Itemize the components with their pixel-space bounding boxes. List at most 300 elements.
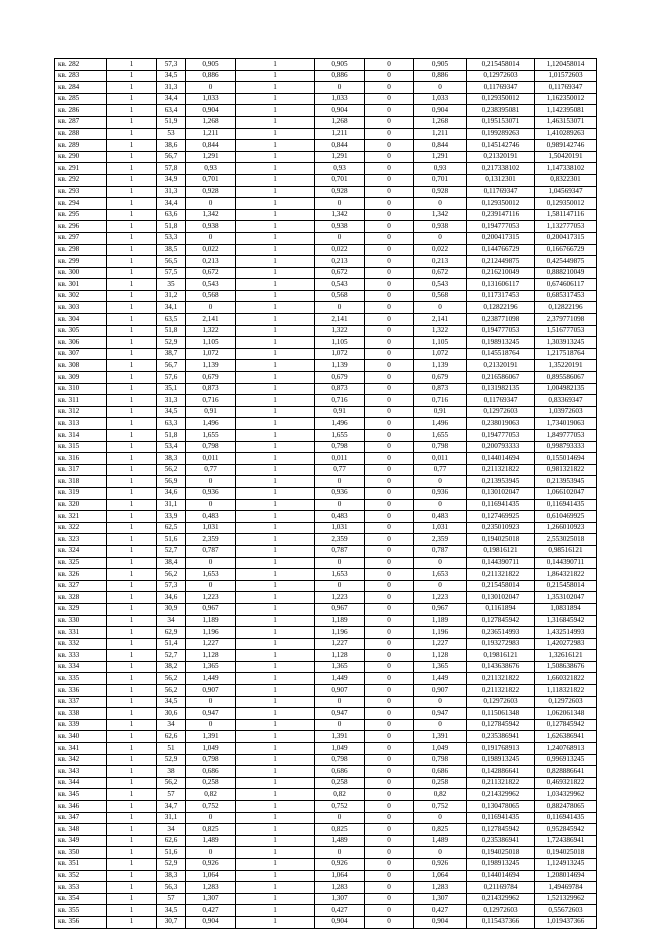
- col6-cell: 0,91: [315, 406, 365, 418]
- col8-cell: 0: [414, 302, 467, 314]
- area-cell: 38: [157, 766, 186, 778]
- col8-cell: 1,049: [414, 743, 467, 755]
- apartment-cell: кв. 299: [55, 256, 107, 268]
- col8-cell: 0,91: [414, 406, 467, 418]
- col7-cell: 0: [365, 905, 414, 917]
- area-cell: 31,3: [157, 82, 186, 94]
- table-row: [55, 372, 597, 384]
- table-row: [55, 592, 597, 604]
- col8-cell: 1,342: [414, 209, 467, 221]
- col4-cell: 1,653: [186, 569, 236, 581]
- col6-cell: 0: [315, 580, 365, 592]
- col8-cell: 1,655: [414, 430, 467, 442]
- col7-cell: 0: [365, 221, 414, 233]
- apartment-cell: кв. 348: [55, 824, 107, 836]
- col2-cell: 1: [107, 673, 157, 685]
- apartment-cell: кв. 332: [55, 638, 107, 650]
- col2-cell: 1: [107, 198, 157, 210]
- col5-cell: 1: [236, 198, 315, 210]
- table-row: [55, 766, 597, 778]
- area-cell: 56,3: [157, 882, 186, 894]
- col9-cell: 0,211321822: [467, 464, 535, 476]
- total-cell: 0,981321822: [535, 464, 597, 476]
- col9-cell: 0,144014694: [467, 870, 535, 882]
- col7-cell: 0: [365, 360, 414, 372]
- area-cell: 57: [157, 789, 186, 801]
- col9-cell: 0,211321822: [467, 569, 535, 581]
- apartment-cell: кв. 307: [55, 348, 107, 360]
- col2-cell: 1: [107, 592, 157, 604]
- col5-cell: 1: [236, 256, 315, 268]
- col7-cell: 0: [365, 441, 414, 453]
- table-row: [55, 186, 597, 198]
- total-cell: 1,03972603: [535, 406, 597, 418]
- table-row: [55, 256, 597, 268]
- col8-cell: 1,489: [414, 835, 467, 847]
- apartment-cell: кв. 301: [55, 279, 107, 291]
- col6-cell: 0,907: [315, 685, 365, 697]
- col9-cell: 0,198913245: [467, 858, 535, 870]
- apartment-cell: кв. 298: [55, 244, 107, 256]
- total-cell: 0,213953945: [535, 476, 597, 488]
- col6-cell: 0: [315, 476, 365, 488]
- col8-cell: 0,672: [414, 267, 467, 279]
- table-row: [55, 789, 597, 801]
- col9-cell: 0,12972603: [467, 70, 535, 82]
- total-cell: 0,144390711: [535, 557, 597, 569]
- table-row: [55, 70, 597, 82]
- col5-cell: 1: [236, 406, 315, 418]
- col4-cell: 0,938: [186, 221, 236, 233]
- col7-cell: 0: [365, 116, 414, 128]
- total-cell: 0,155014694: [535, 453, 597, 465]
- col7-cell: 0: [365, 708, 414, 720]
- apartment-cell: кв. 295: [55, 209, 107, 221]
- col8-cell: 1,653: [414, 569, 467, 581]
- col8-cell: 0,926: [414, 858, 467, 870]
- apartment-cell: кв. 325: [55, 557, 107, 569]
- col8-cell: 0: [414, 82, 467, 94]
- area-cell: 51,9: [157, 116, 186, 128]
- col2-cell: 1: [107, 499, 157, 511]
- apartment-cell: кв. 306: [55, 337, 107, 349]
- col2-cell: 1: [107, 209, 157, 221]
- total-cell: 0,989142746: [535, 140, 597, 152]
- col7-cell: 0: [365, 592, 414, 604]
- table-row: [55, 59, 597, 71]
- col7-cell: 0: [365, 209, 414, 221]
- col4-cell: 0,873: [186, 383, 236, 395]
- total-cell: 1,034329962: [535, 789, 597, 801]
- col6-cell: 1,033: [315, 93, 365, 105]
- total-cell: 0,166766729: [535, 244, 597, 256]
- col2-cell: 1: [107, 279, 157, 291]
- col8-cell: 0,798: [414, 754, 467, 766]
- col7-cell: 0: [365, 464, 414, 476]
- table-row: [55, 731, 597, 743]
- col5-cell: 1: [236, 812, 315, 824]
- col7-cell: 0: [365, 685, 414, 697]
- col8-cell: 0,787: [414, 545, 467, 557]
- col4-cell: 0,967: [186, 603, 236, 615]
- col7-cell: 0: [365, 348, 414, 360]
- col9-cell: 0,217338102: [467, 163, 535, 175]
- total-cell: 0,888210049: [535, 267, 597, 279]
- col8-cell: 1,496: [414, 418, 467, 430]
- col2-cell: 1: [107, 789, 157, 801]
- col5-cell: 1: [236, 882, 315, 894]
- col5-cell: 1: [236, 847, 315, 859]
- table-body: [55, 59, 597, 929]
- apartment-cell: кв. 321: [55, 511, 107, 523]
- total-cell: 0,116941435: [535, 499, 597, 511]
- table-row: [55, 453, 597, 465]
- area-cell: 51,8: [157, 221, 186, 233]
- total-cell: 1,303913245: [535, 337, 597, 349]
- col9-cell: 0,11769347: [467, 186, 535, 198]
- col8-cell: 1,189: [414, 615, 467, 627]
- col8-cell: 1,128: [414, 650, 467, 662]
- table-row: [55, 522, 597, 534]
- apartment-cell: кв. 294: [55, 198, 107, 210]
- col6-cell: 0,686: [315, 766, 365, 778]
- col2-cell: 1: [107, 464, 157, 476]
- apartment-cell: кв. 343: [55, 766, 107, 778]
- col2-cell: 1: [107, 603, 157, 615]
- apartment-cell: кв. 284: [55, 82, 107, 94]
- col2-cell: 1: [107, 650, 157, 662]
- apartment-cell: кв. 320: [55, 499, 107, 511]
- table-row: [55, 174, 597, 186]
- col9-cell: 0,12972603: [467, 905, 535, 917]
- apartment-cell: кв. 345: [55, 789, 107, 801]
- col9-cell: 0,194777053: [467, 430, 535, 442]
- total-cell: 1,32616121: [535, 650, 597, 662]
- col5-cell: 1: [236, 580, 315, 592]
- col8-cell: 0,679: [414, 372, 467, 384]
- area-cell: 38,2: [157, 661, 186, 673]
- col5-cell: 1: [236, 766, 315, 778]
- col2-cell: 1: [107, 406, 157, 418]
- table-row: [55, 603, 597, 615]
- col6-cell: 0,904: [315, 105, 365, 117]
- col9-cell: 0,21169784: [467, 882, 535, 894]
- col4-cell: 0: [186, 499, 236, 511]
- col8-cell: 0: [414, 847, 467, 859]
- col2-cell: 1: [107, 70, 157, 82]
- col4-cell: 0: [186, 557, 236, 569]
- col5-cell: 1: [236, 464, 315, 476]
- col2-cell: 1: [107, 545, 157, 557]
- total-cell: 1,626386941: [535, 731, 597, 743]
- col8-cell: 0: [414, 696, 467, 708]
- apartment-cell: кв. 336: [55, 685, 107, 697]
- apartment-cell: кв. 300: [55, 267, 107, 279]
- col6-cell: 1,211: [315, 128, 365, 140]
- col5-cell: 1: [236, 383, 315, 395]
- col2-cell: 1: [107, 731, 157, 743]
- area-cell: 31,2: [157, 290, 186, 302]
- col4-cell: 1,268: [186, 116, 236, 128]
- col6-cell: 0,787: [315, 545, 365, 557]
- col4-cell: 1,223: [186, 592, 236, 604]
- col4-cell: 0,91: [186, 406, 236, 418]
- col2-cell: 1: [107, 847, 157, 859]
- col4-cell: 1,322: [186, 325, 236, 337]
- col5-cell: 1: [236, 916, 315, 928]
- table-row: [55, 151, 597, 163]
- apartment-cell: кв. 303: [55, 302, 107, 314]
- area-cell: 38,3: [157, 453, 186, 465]
- col8-cell: 0: [414, 812, 467, 824]
- col5-cell: 1: [236, 151, 315, 163]
- col5-cell: 1: [236, 244, 315, 256]
- col4-cell: 1,196: [186, 627, 236, 639]
- col6-cell: 0,947: [315, 708, 365, 720]
- area-cell: 56,2: [157, 685, 186, 697]
- total-cell: 0,8322301: [535, 174, 597, 186]
- table-row: [55, 163, 597, 175]
- total-cell: 1,120458014: [535, 59, 597, 71]
- col2-cell: 1: [107, 905, 157, 917]
- col9-cell: 0,11769347: [467, 395, 535, 407]
- apartment-cell: кв. 289: [55, 140, 107, 152]
- area-cell: 34,5: [157, 406, 186, 418]
- col2-cell: 1: [107, 870, 157, 882]
- col5-cell: 1: [236, 128, 315, 140]
- col4-cell: 0,022: [186, 244, 236, 256]
- total-cell: 1,35220191: [535, 360, 597, 372]
- col8-cell: 0: [414, 232, 467, 244]
- col4-cell: 0,907: [186, 685, 236, 697]
- apartment-cell: кв. 287: [55, 116, 107, 128]
- apartment-cell: кв. 304: [55, 314, 107, 326]
- col8-cell: 1,211: [414, 128, 467, 140]
- table-row: [55, 383, 597, 395]
- col9-cell: 0,130102047: [467, 592, 535, 604]
- col5-cell: 1: [236, 673, 315, 685]
- area-cell: 34,7: [157, 801, 186, 813]
- table-row: [55, 580, 597, 592]
- col6-cell: 1,655: [315, 430, 365, 442]
- col9-cell: 0,215458014: [467, 580, 535, 592]
- col6-cell: 1,128: [315, 650, 365, 662]
- table-row: [55, 82, 597, 94]
- col5-cell: 1: [236, 499, 315, 511]
- table-row: [55, 661, 597, 673]
- area-cell: 34,4: [157, 93, 186, 105]
- col8-cell: 0: [414, 198, 467, 210]
- col7-cell: 0: [365, 476, 414, 488]
- col2-cell: 1: [107, 534, 157, 546]
- total-cell: 0,194025018: [535, 847, 597, 859]
- col8-cell: 0,798: [414, 441, 467, 453]
- col7-cell: 0: [365, 395, 414, 407]
- table-row: [55, 314, 597, 326]
- table-row: [55, 116, 597, 128]
- col7-cell: 0: [365, 673, 414, 685]
- col9-cell: 0,116941435: [467, 499, 535, 511]
- total-cell: 1,734019063: [535, 418, 597, 430]
- col7-cell: 0: [365, 545, 414, 557]
- col4-cell: 1,139: [186, 360, 236, 372]
- col8-cell: 0,904: [414, 105, 467, 117]
- col8-cell: 0,77: [414, 464, 467, 476]
- table-row: [55, 824, 597, 836]
- col8-cell: 0,483: [414, 511, 467, 523]
- col6-cell: 1,283: [315, 882, 365, 894]
- col8-cell: 1,105: [414, 337, 467, 349]
- col4-cell: 1,307: [186, 893, 236, 905]
- col4-cell: 0,926: [186, 858, 236, 870]
- col6-cell: 0,82: [315, 789, 365, 801]
- col4-cell: 0,672: [186, 267, 236, 279]
- table-row: [55, 685, 597, 697]
- col8-cell: 2,359: [414, 534, 467, 546]
- total-cell: 1,142395081: [535, 105, 597, 117]
- col7-cell: 0: [365, 847, 414, 859]
- col7-cell: 0: [365, 105, 414, 117]
- col2-cell: 1: [107, 337, 157, 349]
- apartment-cell: кв. 317: [55, 464, 107, 476]
- col4-cell: 0,258: [186, 777, 236, 789]
- table-row: [55, 406, 597, 418]
- col6-cell: 1,031: [315, 522, 365, 534]
- col6-cell: 2,141: [315, 314, 365, 326]
- total-cell: 1,849777053: [535, 430, 597, 442]
- col4-cell: 1,049: [186, 743, 236, 755]
- col9-cell: 0,211321822: [467, 777, 535, 789]
- col7-cell: 0: [365, 487, 414, 499]
- apartment-cell: кв. 312: [55, 406, 107, 418]
- col8-cell: 1,268: [414, 116, 467, 128]
- apartment-cell: кв. 355: [55, 905, 107, 917]
- col5-cell: 1: [236, 870, 315, 882]
- col5-cell: 1: [236, 893, 315, 905]
- col5-cell: 1: [236, 232, 315, 244]
- area-cell: 56,5: [157, 256, 186, 268]
- col8-cell: 0,907: [414, 685, 467, 697]
- apartment-cell: кв. 353: [55, 882, 107, 894]
- col6-cell: 0: [315, 696, 365, 708]
- col6-cell: 0,873: [315, 383, 365, 395]
- area-cell: 62,6: [157, 835, 186, 847]
- col8-cell: 0,022: [414, 244, 467, 256]
- col5-cell: 1: [236, 348, 315, 360]
- col8-cell: 1,227: [414, 638, 467, 650]
- col6-cell: 0,905: [315, 59, 365, 71]
- col8-cell: 0,886: [414, 70, 467, 82]
- col7-cell: 0: [365, 696, 414, 708]
- total-cell: 1,019437366: [535, 916, 597, 928]
- col9-cell: 0,194025018: [467, 534, 535, 546]
- col2-cell: 1: [107, 812, 157, 824]
- area-cell: 34,4: [157, 198, 186, 210]
- area-cell: 31,3: [157, 186, 186, 198]
- area-cell: 52,9: [157, 337, 186, 349]
- col9-cell: 0,194777053: [467, 325, 535, 337]
- col4-cell: 0: [186, 232, 236, 244]
- col2-cell: 1: [107, 638, 157, 650]
- apartment-cell: кв. 340: [55, 731, 107, 743]
- col2-cell: 1: [107, 372, 157, 384]
- col7-cell: 0: [365, 174, 414, 186]
- table-row: [55, 325, 597, 337]
- apartment-cell: кв. 337: [55, 696, 107, 708]
- area-cell: 34: [157, 824, 186, 836]
- col4-cell: 0,844: [186, 140, 236, 152]
- col8-cell: 0,716: [414, 395, 467, 407]
- col7-cell: 0: [365, 882, 414, 894]
- col6-cell: 0,936: [315, 487, 365, 499]
- col4-cell: 0,798: [186, 441, 236, 453]
- col2-cell: 1: [107, 151, 157, 163]
- col2-cell: 1: [107, 569, 157, 581]
- col6-cell: 0: [315, 557, 365, 569]
- col6-cell: 0: [315, 499, 365, 511]
- col9-cell: 0,215458014: [467, 59, 535, 71]
- col7-cell: 0: [365, 858, 414, 870]
- col7-cell: 0: [365, 70, 414, 82]
- area-cell: 56,7: [157, 151, 186, 163]
- col9-cell: 0,216210049: [467, 267, 535, 279]
- col4-cell: 1,291: [186, 151, 236, 163]
- col9-cell: 0,199289263: [467, 128, 535, 140]
- apartment-cell: кв. 354: [55, 893, 107, 905]
- col2-cell: 1: [107, 835, 157, 847]
- col2-cell: 1: [107, 418, 157, 430]
- apartment-cell: кв. 326: [55, 569, 107, 581]
- apartment-cell: кв. 308: [55, 360, 107, 372]
- apartment-cell: кв. 315: [55, 441, 107, 453]
- col6-cell: 1,391: [315, 731, 365, 743]
- apartment-cell: кв. 339: [55, 719, 107, 731]
- col4-cell: 0: [186, 82, 236, 94]
- col8-cell: 0,967: [414, 603, 467, 615]
- area-cell: 51: [157, 743, 186, 755]
- col2-cell: 1: [107, 430, 157, 442]
- col6-cell: 1,072: [315, 348, 365, 360]
- col2-cell: 1: [107, 557, 157, 569]
- col4-cell: 0,936: [186, 487, 236, 499]
- col8-cell: 0,825: [414, 824, 467, 836]
- area-cell: 56,2: [157, 673, 186, 685]
- col6-cell: 0,967: [315, 603, 365, 615]
- table-row: [55, 569, 597, 581]
- table-row: [55, 279, 597, 291]
- col8-cell: 1,391: [414, 731, 467, 743]
- total-cell: 1,240768913: [535, 743, 597, 755]
- apartment-cell: кв. 347: [55, 812, 107, 824]
- apartment-cell: кв. 342: [55, 754, 107, 766]
- table-row: [55, 893, 597, 905]
- area-cell: 38,7: [157, 348, 186, 360]
- col6-cell: 0,798: [315, 754, 365, 766]
- total-cell: 0,215458014: [535, 580, 597, 592]
- col6-cell: 2,359: [315, 534, 365, 546]
- total-cell: 2,379771098: [535, 314, 597, 326]
- total-cell: 0,127845942: [535, 719, 597, 731]
- col9-cell: 0,235386941: [467, 731, 535, 743]
- col5-cell: 1: [236, 441, 315, 453]
- col5-cell: 1: [236, 59, 315, 71]
- col7-cell: 0: [365, 580, 414, 592]
- table-row: [55, 198, 597, 210]
- col2-cell: 1: [107, 476, 157, 488]
- col6-cell: 1,449: [315, 673, 365, 685]
- col4-cell: 2,359: [186, 534, 236, 546]
- col9-cell: 0,130478065: [467, 801, 535, 813]
